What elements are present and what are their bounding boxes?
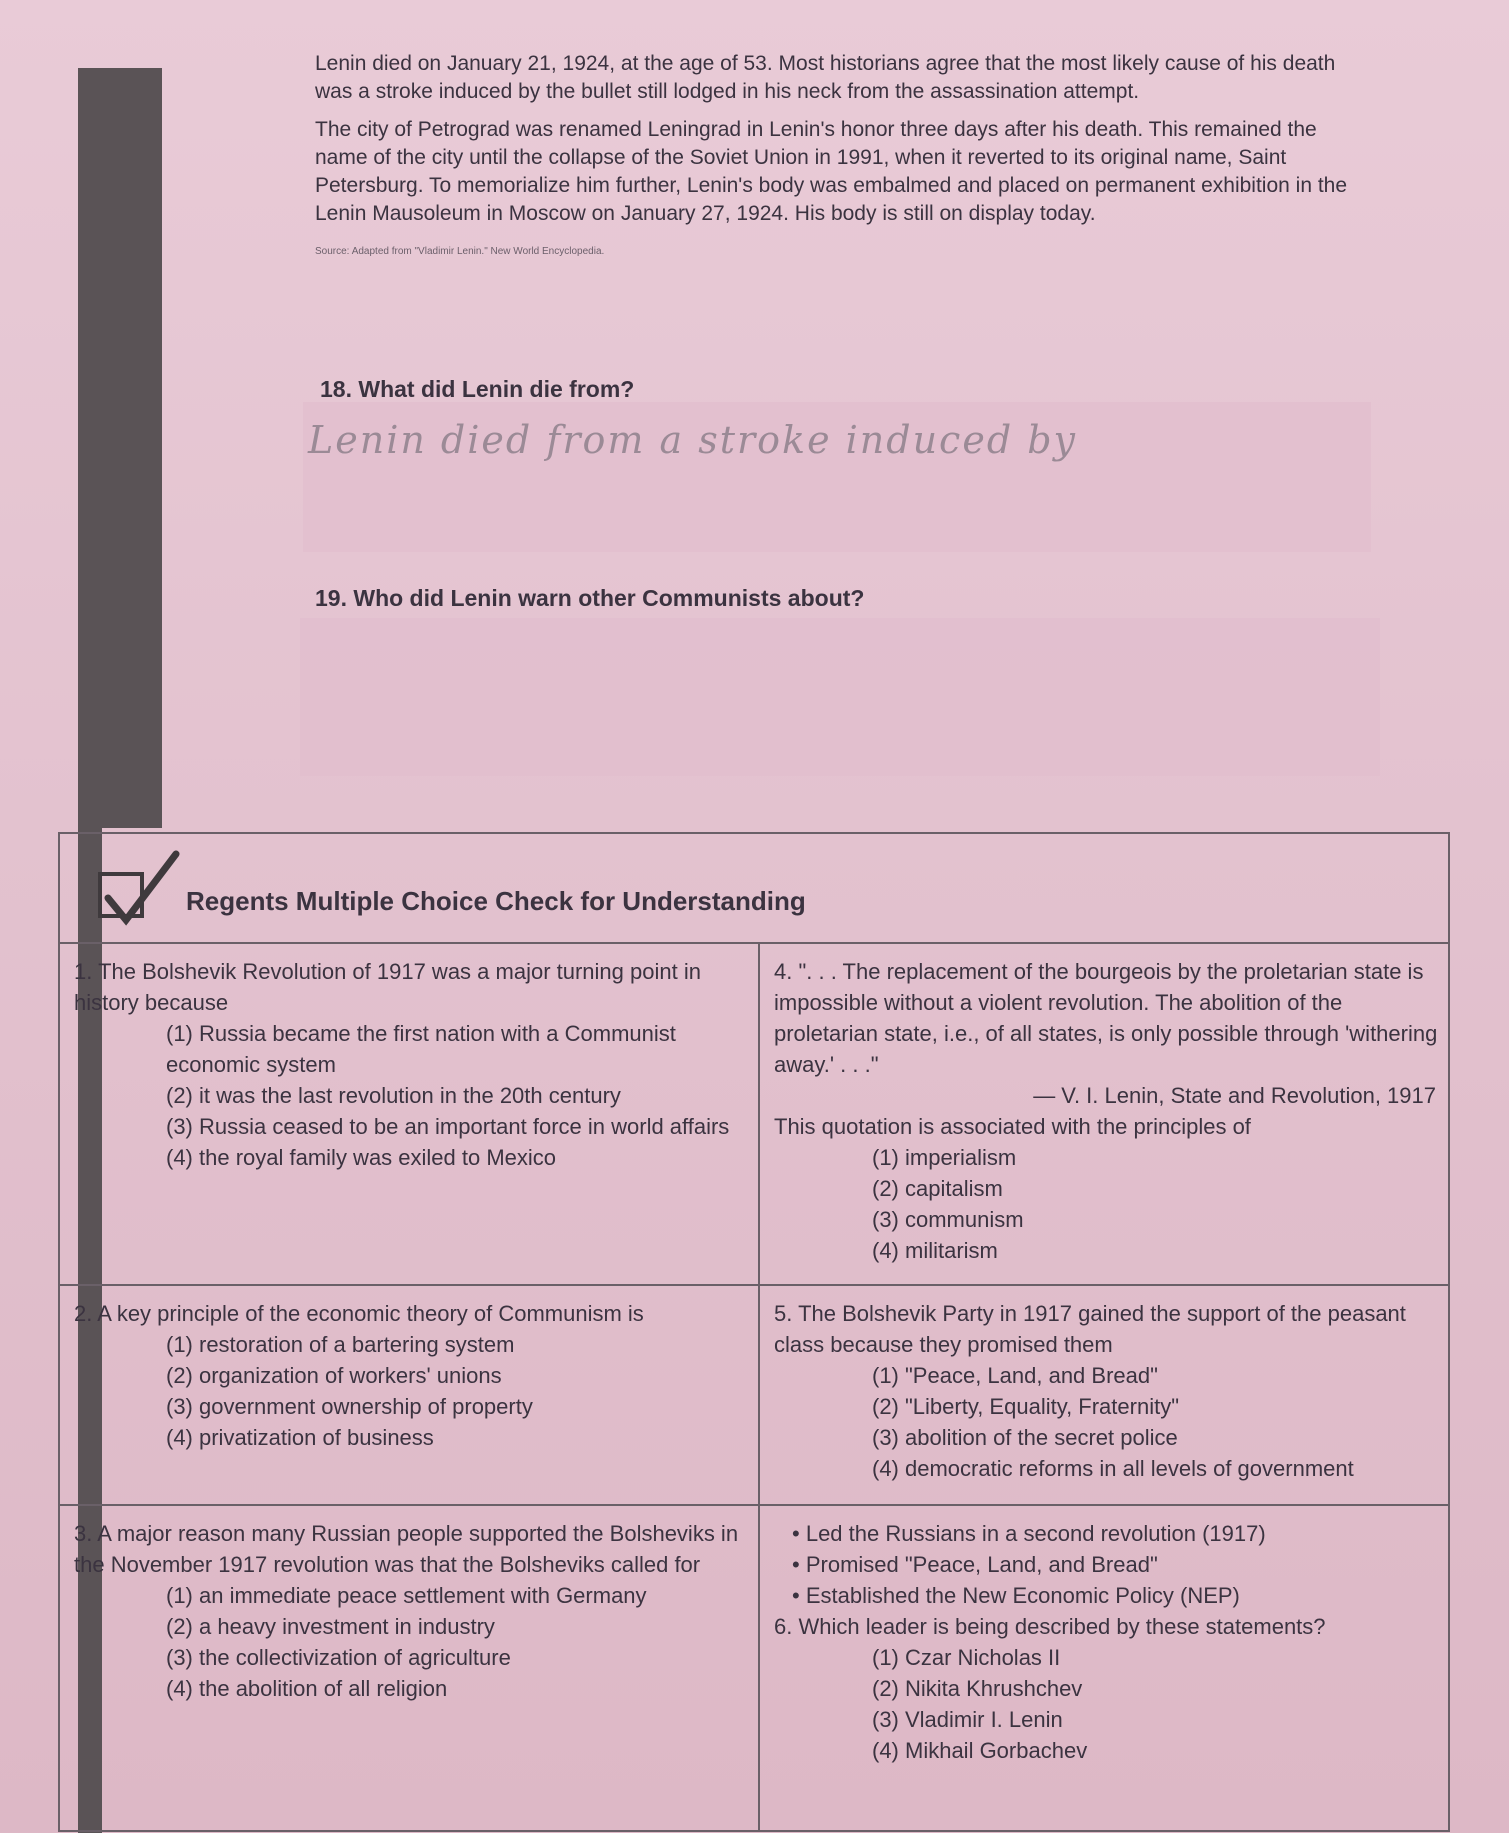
- q6-statement-1: • Led the Russians in a second revolution (1917): [792, 1518, 1440, 1549]
- q1-option-1: (1) Russia became the first nation with a Communist economic system: [166, 1021, 676, 1077]
- mc-question-5: [760, 1286, 1450, 1506]
- q5-stem: 5. The Bolshevik Party in 1917 gained the support of the peasant class because they promised them: [774, 1301, 1406, 1357]
- q2-option-3: (3) government ownership of property: [166, 1394, 533, 1419]
- q6-statement-2: • Promised "Peace, Land, and Bread": [792, 1549, 1440, 1580]
- q2-stem: 2. A key principle of the economic theory of Communism is: [74, 1301, 644, 1326]
- q6-option-1: (1) Czar Nicholas II: [872, 1645, 1061, 1670]
- q6-stem: 6. Which leader is being described by these statements?: [774, 1614, 1326, 1639]
- q1-option-2: (2) it was the last revolution in the 20th century: [166, 1083, 621, 1108]
- q3-option-1: (1) an immediate peace settlement with Germany: [166, 1583, 647, 1608]
- mc-question-4: [760, 944, 1450, 1286]
- multiple-choice-panel: [58, 832, 1450, 1832]
- q6-statement-3: • Established the New Economic Policy (NEP): [792, 1580, 1440, 1611]
- q3-option-2: (2) a heavy investment in industry: [166, 1614, 495, 1639]
- q5-option-2: (2) "Liberty, Equality, Fraternity": [872, 1394, 1180, 1419]
- q4-option-2: (2) capitalism: [872, 1176, 1003, 1201]
- question-18: 18. What did Lenin die from?: [320, 376, 635, 402]
- q1-option-4: (4) the royal family was exiled to Mexico: [166, 1145, 557, 1170]
- q1-stem: 1. The Bolshevik Revolution of 1917 was a major turning point in history because: [74, 959, 701, 1015]
- q4-quote: 4. ". . . The replacement of the bourgeois by the proletarian state is impossible without a violent revolution. The abolition of the proletarian state, i.e., of all states, is only possible through 'withering away.' . . .": [774, 959, 1438, 1077]
- q4-option-4: (4) militarism: [872, 1238, 998, 1263]
- passage-paragraph-1: Lenin died on January 21, 1924, at the age of 53. Most historians agree that the most likely cause of his death was a stroke induced by the bullet still lodged in his neck from the assassination attempt.: [315, 52, 1336, 103]
- mc-header: [60, 834, 1448, 944]
- q6-option-3: (3) Vladimir I. Lenin: [872, 1707, 1063, 1732]
- q2-option-2: (2) organization of workers' unions: [166, 1363, 502, 1388]
- q3-stem: 3. A major reason many Russian people supported the Bolsheviks in the November 1917 revolution was that the Bolsheviks called for: [74, 1521, 739, 1577]
- q6-option-4: (4) Mikhail Gorbachev: [872, 1738, 1088, 1763]
- q2-option-4: (4) privatization of business: [166, 1425, 434, 1450]
- q5-option-1: (1) "Peace, Land, and Bread": [872, 1363, 1158, 1388]
- q1-option-3: (3) Russia ceased to be an important force in world affairs: [166, 1114, 730, 1139]
- passage-source: Source: Adapted from "Vladimir Lenin." New World Encyclopedia.: [315, 246, 605, 257]
- binder-margin-bar: [78, 68, 162, 828]
- mc-question-3: [60, 1506, 760, 1832]
- mc-question-1: [60, 944, 760, 1286]
- answer-box-19[interactable]: [300, 618, 1380, 776]
- passage-paragraph-2: The city of Petrograd was renamed Leningrad in Lenin's honor three days after his death. This remained the name of the city until the collapse of the Soviet Union in 1991, when it reverted to its original name, Saint Petersburg. To memorialize him further, Lenin's body was embalmed and placed on permanent exhibition in the Lenin Mausoleum in Moscow on January 27, 1924. His body is still on display today.: [315, 118, 1348, 225]
- handwritten-answer-18: Lenin died from a stroke induced by: [308, 418, 1078, 462]
- q4-option-1: (1) imperialism: [872, 1145, 1017, 1170]
- mc-question-2: [60, 1286, 760, 1506]
- checkbox-check-icon: [98, 872, 144, 918]
- q2-option-1: (1) restoration of a bartering system: [166, 1332, 515, 1357]
- q4-stem: This quotation is associated with the principles of: [774, 1114, 1251, 1139]
- mc-title: Regents Multiple Choice Check for Understanding: [186, 886, 806, 916]
- q4-attribution: — V. I. Lenin, State and Revolution, 1917: [1033, 1083, 1436, 1108]
- q5-option-4: (4) democratic reforms in all levels of government: [872, 1456, 1354, 1481]
- q5-option-3: (3) abolition of the secret police: [872, 1425, 1178, 1450]
- mc-question-grid: [60, 944, 1448, 1832]
- question-19: 19. Who did Lenin warn other Communists about?: [315, 585, 865, 611]
- q3-option-3: (3) the collectivization of agriculture: [166, 1645, 511, 1670]
- q6-option-2: (2) Nikita Khrushchev: [872, 1676, 1083, 1701]
- mc-question-6: [760, 1506, 1450, 1832]
- reading-passage: [315, 50, 1365, 266]
- q3-option-4: (4) the abolition of all religion: [166, 1676, 448, 1701]
- q4-option-3: (3) communism: [872, 1207, 1024, 1232]
